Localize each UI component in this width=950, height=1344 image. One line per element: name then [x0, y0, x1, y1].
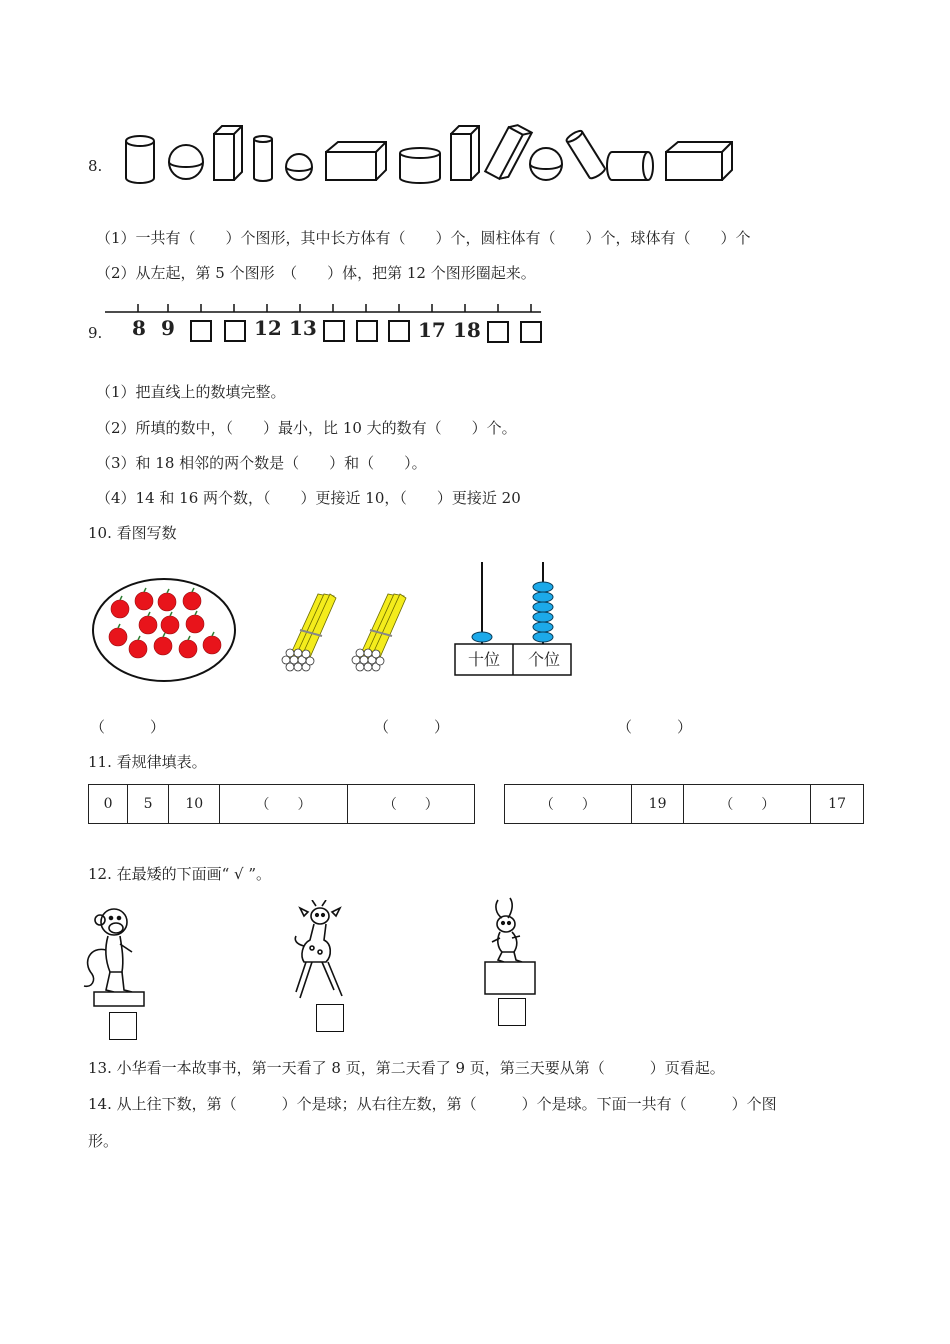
pattern-table-1: [88, 784, 475, 824]
q9-line-1: （1）把直线上的数填完整。: [96, 383, 286, 401]
number-line-label-9: 9: [161, 316, 175, 340]
q14-line-1: 14. 从上往下数，第（ ）个是球；从右往左数，第（ ）个是球。下面一共有（ ）个图: [88, 1095, 777, 1113]
apple-plate-image: [88, 575, 240, 685]
table-cell: 0: [89, 785, 128, 824]
cuboid-shape: [214, 126, 242, 180]
q8-line-1: （1）一共有（ ）个图形，其中长方体有（ ）个，圆柱体有（ ）个，球体有（ ）个: [96, 229, 751, 247]
table-cell: 5: [128, 785, 169, 824]
cuboid-shape: [451, 126, 479, 180]
abacus-ones-label: 个位: [528, 650, 561, 669]
q9-number: 9.: [88, 324, 103, 342]
q14-line-2: 形。: [88, 1132, 119, 1150]
stick-bundles-image: [278, 590, 413, 675]
number-line-label-13: 13: [289, 316, 317, 340]
monkey-image: [78, 900, 150, 1010]
q10-answer-1[interactable]: （ ）: [90, 718, 166, 736]
number-line-blank-box[interactable]: [190, 320, 212, 342]
cuboid-shape: [485, 122, 532, 182]
q11-title: 11. 看规律填表。: [88, 753, 207, 771]
q13-text: 13. 小华看一本故事书，第一天看了 8 页，第二天看了 9 页，第三天要从第（ ）页看起。: [88, 1059, 725, 1077]
cylinder-shape: [254, 136, 272, 181]
pattern-table-2: [504, 784, 864, 824]
deer-image: [282, 900, 352, 1002]
abacus-tens-label: 十位: [468, 650, 501, 669]
q8-number: 8.: [88, 157, 103, 175]
number-line-blank-box[interactable]: [224, 320, 246, 342]
q9-line-2: （2）所填的数中，（ ）最小，比 10 大的数有（ ）个。: [96, 419, 517, 437]
cuboid-shape: [326, 142, 386, 180]
number-line-label-8: 8: [132, 316, 146, 340]
sphere-shape: [169, 145, 203, 179]
q10-title: 10. 看图写数: [88, 524, 177, 542]
number-line-blank-box[interactable]: [323, 320, 345, 342]
table-cell-blank[interactable]: （ ）: [347, 785, 474, 824]
number-line-blank-box[interactable]: [388, 320, 410, 342]
number-line-label-12: 12: [254, 316, 282, 340]
table-cell-blank[interactable]: （ ）: [684, 785, 811, 824]
cylinder-shape: [565, 129, 606, 180]
rabbit-image: [480, 896, 540, 1000]
cylinder-shape: [607, 152, 653, 180]
sphere-shape: [530, 148, 562, 180]
answer-box-monkey[interactable]: [109, 1012, 137, 1040]
number-line-label-17: 17: [418, 318, 446, 342]
q8-shapes-figure: [118, 118, 738, 188]
q10-answer-3[interactable]: （ ）: [617, 718, 693, 736]
table-cell: 19: [631, 785, 684, 824]
q12-title: 12. 在最矮的下面画“ √ ”。: [88, 865, 272, 883]
table-cell-blank[interactable]: （ ）: [505, 785, 632, 824]
sphere-shape: [286, 154, 312, 180]
cylinder-shape: [126, 136, 154, 183]
number-line-blank-box[interactable]: [356, 320, 378, 342]
number-line-label-18: 18: [453, 318, 481, 342]
q9-line-3: （3）和 18 相邻的两个数是（ ）和（ ）。: [96, 454, 427, 472]
cylinder-shape: [400, 148, 440, 183]
answer-box-rabbit[interactable]: [498, 998, 526, 1026]
q10-answer-2[interactable]: （ ）: [374, 718, 450, 736]
number-line-blank-box[interactable]: [520, 321, 542, 343]
number-line-blank-box[interactable]: [487, 321, 509, 343]
table-cell: 17: [811, 785, 864, 824]
cuboid-shape: [666, 142, 732, 180]
table-cell: 10: [169, 785, 220, 824]
table-cell-blank[interactable]: （ ）: [220, 785, 347, 824]
q9-line-4: （4）14 和 16 两个数，（ ）更接近 10，（ ）更接近 20: [96, 489, 521, 507]
q8-line-2: （2）从左起，第 5 个图形 （ ）体，把第 12 个图形圈起来。: [96, 264, 536, 282]
answer-box-deer[interactable]: [316, 1004, 344, 1032]
